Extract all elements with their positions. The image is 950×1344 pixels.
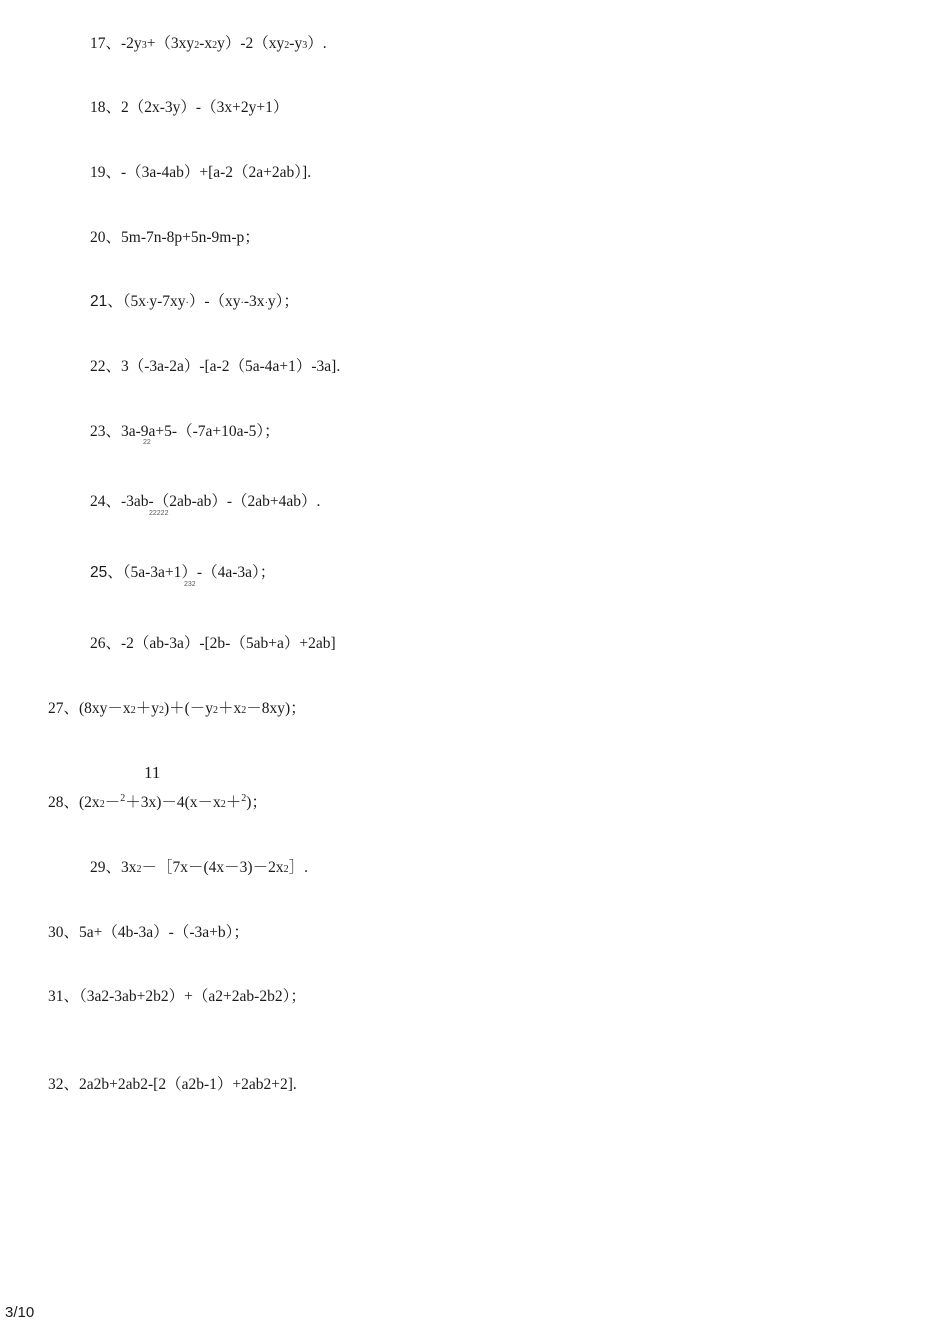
problem-number: 32、	[48, 1076, 80, 1093]
problem-number: 20、	[90, 229, 122, 246]
problem-expression: -（3a-4ab）+[a-2（2a+2ab）].	[121, 164, 312, 181]
problem-expression: -2（ab-3a）-[2b-（5ab+a）+2ab]	[121, 635, 336, 652]
problem-number: 27、	[48, 700, 80, 717]
problem-number: 31、	[48, 988, 80, 1005]
problem-30	[48, 923, 249, 943]
problem-31	[48, 987, 306, 1007]
problem-22	[90, 357, 340, 377]
problem-29: 29、3x2－［7x－(4x－3)－2x2］.	[90, 859, 308, 876]
problem-number: 28、	[48, 794, 80, 811]
problem-28: 28、(2x2－$^2$＋3x)－4(x－x2＋$^2$)；	[48, 793, 267, 811]
problem-expression: 2（2x-3y）-（3x+2y+1）	[121, 99, 289, 116]
problem-number: 23、	[90, 423, 122, 440]
problem-expression: 2a2b+2ab2-[2（a2b-1）+2ab2+2].	[79, 1076, 297, 1093]
problem-25	[90, 563, 275, 583]
problem-expression: 5m-7n-8p+5n-9m-p；	[121, 229, 260, 246]
subscript-digits: 232	[184, 581, 196, 588]
problem-number: 26、	[90, 635, 122, 652]
problem-expression: （5a-3a+1）-（4a-3a）；	[122, 564, 276, 581]
problem-expression: 3a-9a+5-（-7a+10a-5）；	[121, 423, 280, 440]
problem-23	[90, 422, 280, 442]
problem-number: 30、	[48, 924, 80, 941]
subscript-digits: 22222	[149, 510, 169, 517]
problem-expression: -3ab-（2ab-ab）-（2ab+4ab）.	[121, 493, 321, 510]
problem-number: 17、	[90, 35, 122, 52]
problem-21: 21、（5x·y-7xy·）-（xy·-3x·y）；	[90, 293, 299, 310]
problem-27: 27、(8xy－x2＋y2)＋(－y2＋x2－8xy)；	[48, 700, 306, 717]
problem-18	[90, 98, 288, 118]
problem-24	[90, 492, 320, 512]
problem-expression: 3（-3a-2a）-[a-2（5a-4a+1）-3a].	[121, 358, 341, 375]
problem-expression: 5a+（4b-3a）-（-3a+b）；	[79, 924, 249, 941]
problem-number: 21、	[90, 293, 123, 310]
problem-number: 25、	[90, 564, 123, 581]
problem-expression: （3a2-3ab+2b2）+（a2+2ab-2b2）；	[79, 988, 306, 1005]
problem-number: 22、	[90, 358, 122, 375]
problem-number: 18、	[90, 99, 122, 116]
problem-number: 19、	[90, 164, 122, 181]
problem-19	[90, 163, 311, 183]
problem-20	[90, 228, 260, 248]
subscript-digits: 22	[143, 439, 151, 446]
fraction-numerators: 11	[144, 763, 161, 782]
problem-number: 29、	[90, 859, 122, 876]
problem-26	[90, 634, 336, 654]
problem-number: 24、	[90, 493, 122, 510]
page-number: 3/10	[5, 1304, 35, 1321]
problem-32	[48, 1075, 297, 1095]
problem-17: 17、-2y3+（3xy2-x2y）-2（xy2-y3）.	[90, 35, 327, 52]
